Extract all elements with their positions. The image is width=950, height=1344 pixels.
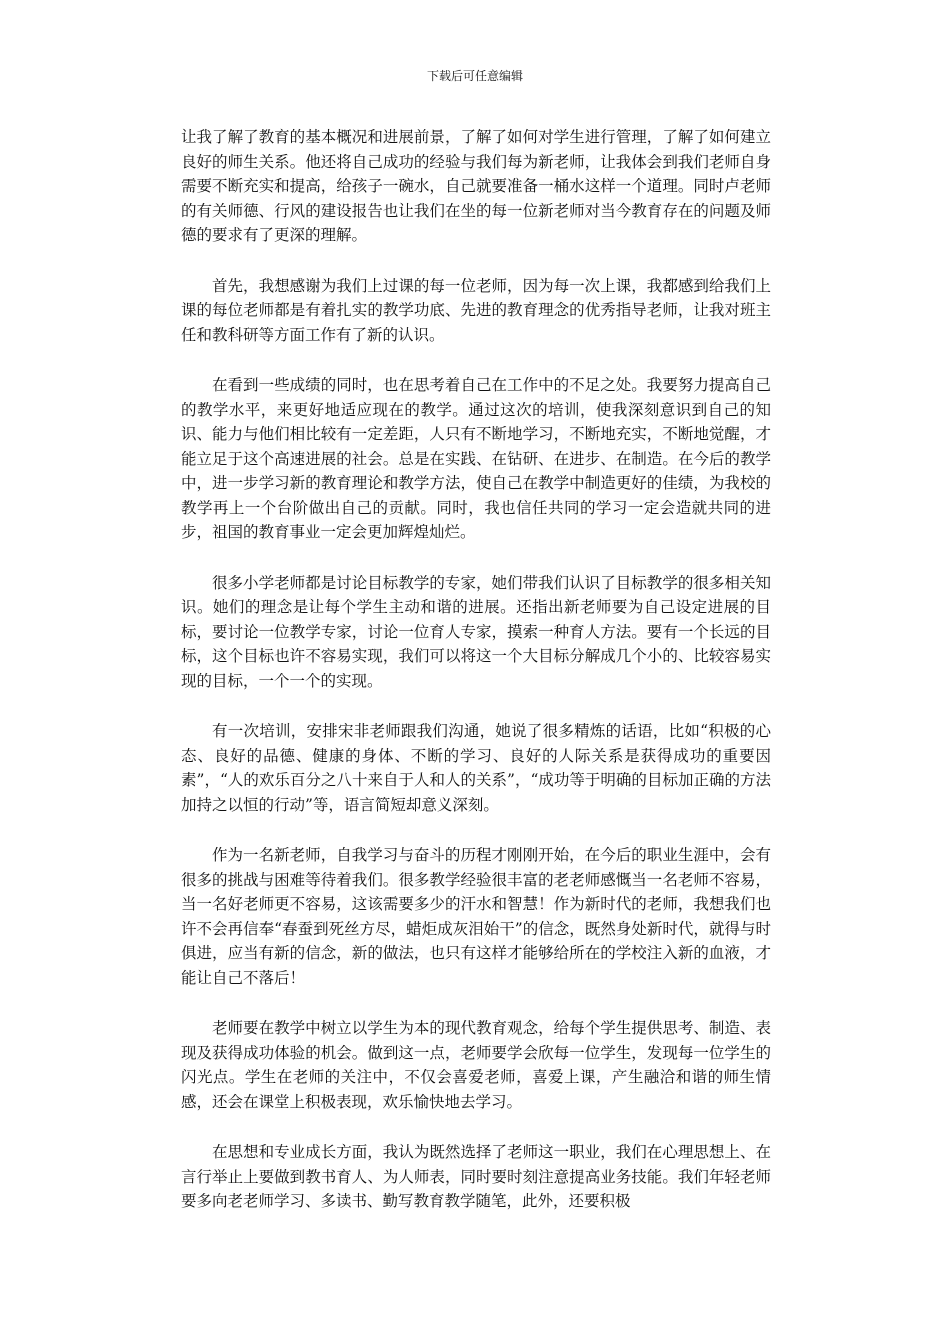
paragraph-7: 老师要在教学中树立以学生为本的现代教育观念，给每个学生提供思考、制造、表现及获得成功体验的机会。做到这一点，老师要学会欣每一位学生，发现每一位学生的闪光点。学生在老师的关注中，不仅会喜爱老师，喜爱上课，产生融洽和谐的师生情感，还会在课堂上积极表现，欢乐愉快地去学习。 xyxy=(181,1019,771,1111)
paragraph-4: 很多小学老师都是讨论目标教学的专家，她们带我们认识了目标教学的很多相关知识。她们的理念是让每个学生主动和谐的进展。还指出新老师要为自己设定进展的目标，要讨论一位教学专家，讨论一位育人专家，摸索一种育人方法。要有一个长远的目标，这个目标也许不容易实现，我们可以将这一个大目标分解成几个小的、比较容易实现的目标，一个一个的实现。 xyxy=(181,573,771,690)
page-header-note: 下载后可任意编辑 xyxy=(426,69,523,83)
paragraph-5: 有一次培训，安排宋非老师跟我们沟通，她说了很多精炼的话语，比如“积极的心态、良好的品德、健康的身体、不断的学习、良好的人际关系是获得成功的重要因素”，“人的欢乐百分之八十来自于人和人的关系”，“成功等于明确的目标加正确的方法加持之以恒的行动”等，语言简短却意义深刻。 xyxy=(181,722,771,814)
paragraph-1: 让我了解了教育的基本概况和进展前景，了解了如何对学生进行管理，了解了如何建立良好的师生关系。他还将自己成功的经验与我们每为新老师，让我体会到我们老师自身需要不断充实和提高，给孩子一碗水，自己就要准备一桶水这样一个道理。同时卢老师的有关师德、行风的建设报告也让我们在坐的每一位新老师对当今教育存在的问题及师德的要求有了更深的理解。 xyxy=(181,128,771,244)
paragraph-3: 在看到一些成绩的同时，也在思考着自己在工作中的不足之处。我要努力提高自己的教学水平，来更好地适应现在的教学。通过这次的培训，使我深刻意识到自己的知识、能力与他们相比较有一定差距，人只有不断地学习，不断地充实，不断地觉醒，才能立足于这个高速进展的社会。总是在实践、在钻研、在进步、在制造。在今后的教学中，进一步学习新的教育理论和教学方法，使自己在教学中制造更好的佳绩，为我校的教学再上一个台阶做出自己的贡献。同时，我也信任共同的学习一定会造就共同的进步，祖国的教育事业一定会更加辉煌灿烂。 xyxy=(181,376,771,541)
paragraph-8: 在思想和专业成长方面，我认为既然选择了老师这一职业，我们在心理思想上、在言行举止上要做到教书育人、为人师表，同时要时刻注意提高业务技能。我们年轻老师要多向老老师学习、多读书、勤写教育教学随笔，此外，还要积极 xyxy=(181,1143,771,1210)
document-body xyxy=(181,125,771,1214)
paragraph-6: 作为一名新老师，自我学习与奋斗的历程才刚刚开始，在今后的职业生涯中，会有很多的挑战与困难等待着我们。很多教学经验很丰富的老老师感慨当一名老师不容易，当一名好老师更不容易，这该需要多少的汗水和智慧！作为新时代的老师，我想我们也许不会再信奉“春蚕到死丝方尽，蜡炬成灰泪始干”的信念，既然身处新时代，就得与时俱进，应当有新的信念，新的做法，也只有这样才能够给所在的学校注入新的血液，才能让自己不落后！ xyxy=(181,846,771,987)
paragraph-2: 首先，我想感谢为我们上过课的每一位老师，因为每一次上课，我都感到给我们上课的每位老师都是有着扎实的教学功底、先进的教育理念的优秀指导老师，让我对班主任和教科研等方面工作有了新的认识。 xyxy=(181,276,771,344)
